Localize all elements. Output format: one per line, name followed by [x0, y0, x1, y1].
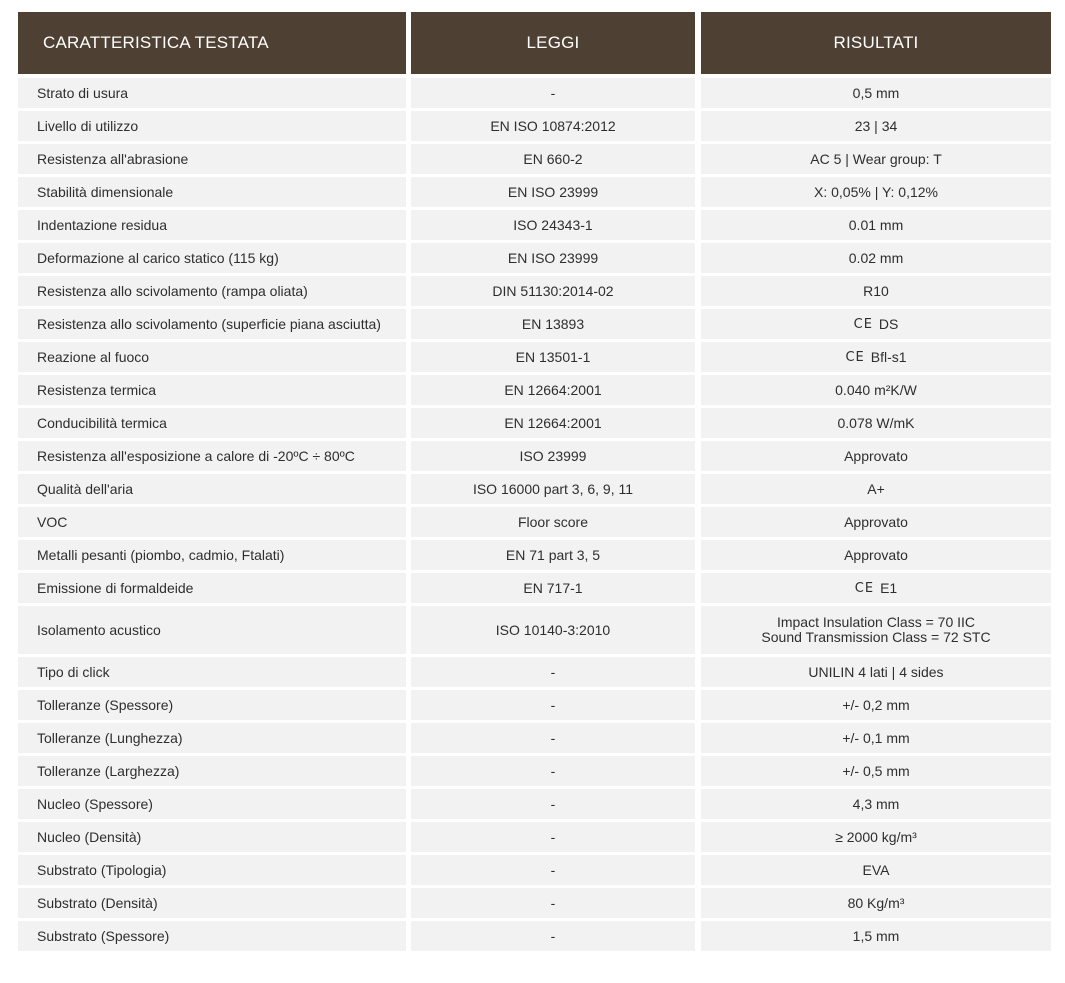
header-feature: CARATTERISTICA TESTATA [18, 12, 406, 74]
result-cell [701, 441, 1051, 471]
table-row [18, 690, 1051, 720]
law-cell: - [411, 657, 695, 687]
result-cell [701, 789, 1051, 819]
result-cell [701, 144, 1051, 174]
result-text: Approvato [844, 547, 908, 563]
law-cell: Floor score [411, 507, 695, 537]
law-cell: EN 12664:2001 [411, 408, 695, 438]
result-cell [701, 177, 1051, 207]
result-text: 80 Kg/m³ [847, 895, 905, 911]
law-cell: EN 717-1 [411, 573, 695, 603]
feature-cell: Livello di utilizzo [18, 111, 406, 141]
result-text: Approvato [844, 448, 908, 464]
law-cell: - [411, 723, 695, 753]
result-text: 0.078 W/mK [837, 415, 915, 431]
result-cell [701, 657, 1051, 687]
table-row [18, 375, 1051, 405]
result-text: A+ [867, 481, 885, 497]
feature-cell: Resistenza allo scivolamento (superficie piana asciutta) [18, 309, 406, 339]
law-cell: DIN 51130:2014-02 [411, 276, 695, 306]
result-cell [701, 78, 1051, 108]
header-result: RISULTATI [701, 12, 1051, 74]
result-cell [701, 474, 1051, 504]
result-cell [701, 342, 1051, 372]
feature-cell: Strato di usura [18, 78, 406, 108]
law-cell: EN ISO 23999 [411, 243, 695, 273]
feature-cell: Emissione di formaldeide [18, 573, 406, 603]
feature-cell: Isolamento acustico [18, 606, 406, 654]
table-row [18, 507, 1051, 537]
result-cell [701, 723, 1051, 753]
table-row [18, 408, 1051, 438]
result-cell [701, 276, 1051, 306]
feature-cell: Resistenza termica [18, 375, 406, 405]
result-text: X: 0,05% | Y: 0,12% [813, 184, 939, 200]
feature-cell: Reazione al fuoco [18, 342, 406, 372]
table-row [18, 78, 1051, 108]
table-row [18, 111, 1051, 141]
table-row [18, 756, 1051, 786]
law-cell: EN 660-2 [411, 144, 695, 174]
result-cell [701, 855, 1051, 885]
law-cell: ISO 10140-3:2010 [411, 606, 695, 654]
feature-cell: Substrato (Densità) [18, 888, 406, 918]
law-cell: - [411, 756, 695, 786]
result-text: 0.02 mm [848, 250, 904, 266]
feature-cell: Nucleo (Spessore) [18, 789, 406, 819]
table-row [18, 573, 1051, 603]
result-cell [701, 921, 1051, 951]
result-cell [701, 540, 1051, 570]
result-text: ≥ 2000 kg/m³ [835, 829, 917, 845]
law-cell: EN 12664:2001 [411, 375, 695, 405]
feature-cell: Substrato (Spessore) [18, 921, 406, 951]
result-cell [701, 408, 1051, 438]
result-text: +/- 0,2 mm [842, 697, 910, 713]
law-cell: - [411, 789, 695, 819]
feature-cell: Conducibilità termica [18, 408, 406, 438]
law-cell: ISO 24343-1 [411, 210, 695, 240]
result-text: R10 [863, 283, 889, 299]
result-cell [701, 756, 1051, 786]
result-text: 23 | 34 [854, 118, 898, 134]
law-cell: EN ISO 10874:2012 [411, 111, 695, 141]
feature-cell: Qualità dell'aria [18, 474, 406, 504]
table-row [18, 144, 1051, 174]
feature-cell: Stabilità dimensionale [18, 177, 406, 207]
law-cell: EN 13893 [411, 309, 695, 339]
law-cell: EN 13501-1 [411, 342, 695, 372]
law-cell: ISO 23999 [411, 441, 695, 471]
law-cell: EN ISO 23999 [411, 177, 695, 207]
result-text: UNILIN 4 lati | 4 sides [808, 664, 944, 680]
feature-cell: Tolleranze (Larghezza) [18, 756, 406, 786]
table-row [18, 657, 1051, 687]
ce-mark-icon: CE [853, 316, 873, 332]
result-cell [701, 573, 1051, 603]
table-row [18, 441, 1051, 471]
result-cell [701, 309, 1051, 339]
table-row [18, 309, 1051, 339]
result-text: 0.01 mm [848, 217, 904, 233]
table-row [18, 723, 1051, 753]
table-body [18, 78, 1051, 951]
header-law: LEGGI [411, 12, 695, 74]
result-cell [701, 375, 1051, 405]
law-cell: - [411, 690, 695, 720]
table-row [18, 540, 1051, 570]
table-row [18, 606, 1051, 654]
result-line: Impact Insulation Class = 70 IIC [776, 614, 976, 630]
table-row [18, 210, 1051, 240]
table-header [18, 12, 1051, 74]
result-line: Sound Transmission Class = 72 STC [761, 629, 991, 645]
law-cell: - [411, 78, 695, 108]
law-cell: EN 71 part 3, 5 [411, 540, 695, 570]
result-text: 4,3 mm [852, 796, 900, 812]
law-cell: ISO 16000 part 3, 6, 9, 11 [411, 474, 695, 504]
result-text: +/- 0,5 mm [842, 763, 910, 779]
table-row [18, 243, 1051, 273]
result-cell [701, 888, 1051, 918]
feature-cell: VOC [18, 507, 406, 537]
result-text: 0,5 mm [852, 85, 900, 101]
specs-table [18, 12, 1051, 954]
table-row [18, 276, 1051, 306]
ce-mark-icon: CE [845, 349, 865, 365]
table-row [18, 855, 1051, 885]
result-cell [701, 606, 1051, 654]
table-row [18, 822, 1051, 852]
feature-cell: Resistenza all'esposizione a calore di -20ºC ÷ 80ºC [18, 441, 406, 471]
feature-cell: Metalli pesanti (piombo, cadmio, Ftalati) [18, 540, 406, 570]
law-cell: - [411, 822, 695, 852]
feature-cell: Tolleranze (Lunghezza) [18, 723, 406, 753]
table-row [18, 789, 1051, 819]
result-text: +/- 0,1 mm [842, 730, 910, 746]
result-text: E1 [880, 580, 898, 596]
feature-cell: Resistenza allo scivolamento (rampa oliata) [18, 276, 406, 306]
result-text: Bfl-s1 [870, 349, 907, 365]
result-cell [701, 507, 1051, 537]
result-cell [701, 111, 1051, 141]
result-text: 0.040 m²K/W [835, 382, 917, 398]
feature-cell: Tolleranze (Spessore) [18, 690, 406, 720]
result-text: EVA [862, 862, 890, 878]
result-text: AC 5 | Wear group: T [810, 151, 942, 167]
table-row [18, 474, 1051, 504]
feature-cell: Deformazione al carico statico (115 kg) [18, 243, 406, 273]
ce-mark-icon: CE [854, 580, 875, 596]
feature-cell: Substrato (Tipologia) [18, 855, 406, 885]
result-text: DS [878, 316, 899, 332]
result-cell [701, 243, 1051, 273]
law-cell: - [411, 855, 695, 885]
feature-cell: Indentazione residua [18, 210, 406, 240]
result-cell [701, 210, 1051, 240]
result-lines [761, 615, 990, 645]
feature-cell: Nucleo (Densità) [18, 822, 406, 852]
result-cell [701, 822, 1051, 852]
feature-cell: Resistenza all'abrasione [18, 144, 406, 174]
result-text: Approvato [844, 514, 908, 530]
law-cell: - [411, 888, 695, 918]
table-row [18, 921, 1051, 951]
law-cell: - [411, 921, 695, 951]
result-cell [701, 690, 1051, 720]
result-text: 1,5 mm [852, 928, 900, 944]
table-row [18, 177, 1051, 207]
table-row [18, 342, 1051, 372]
table-row [18, 888, 1051, 918]
feature-cell: Tipo di click [18, 657, 406, 687]
